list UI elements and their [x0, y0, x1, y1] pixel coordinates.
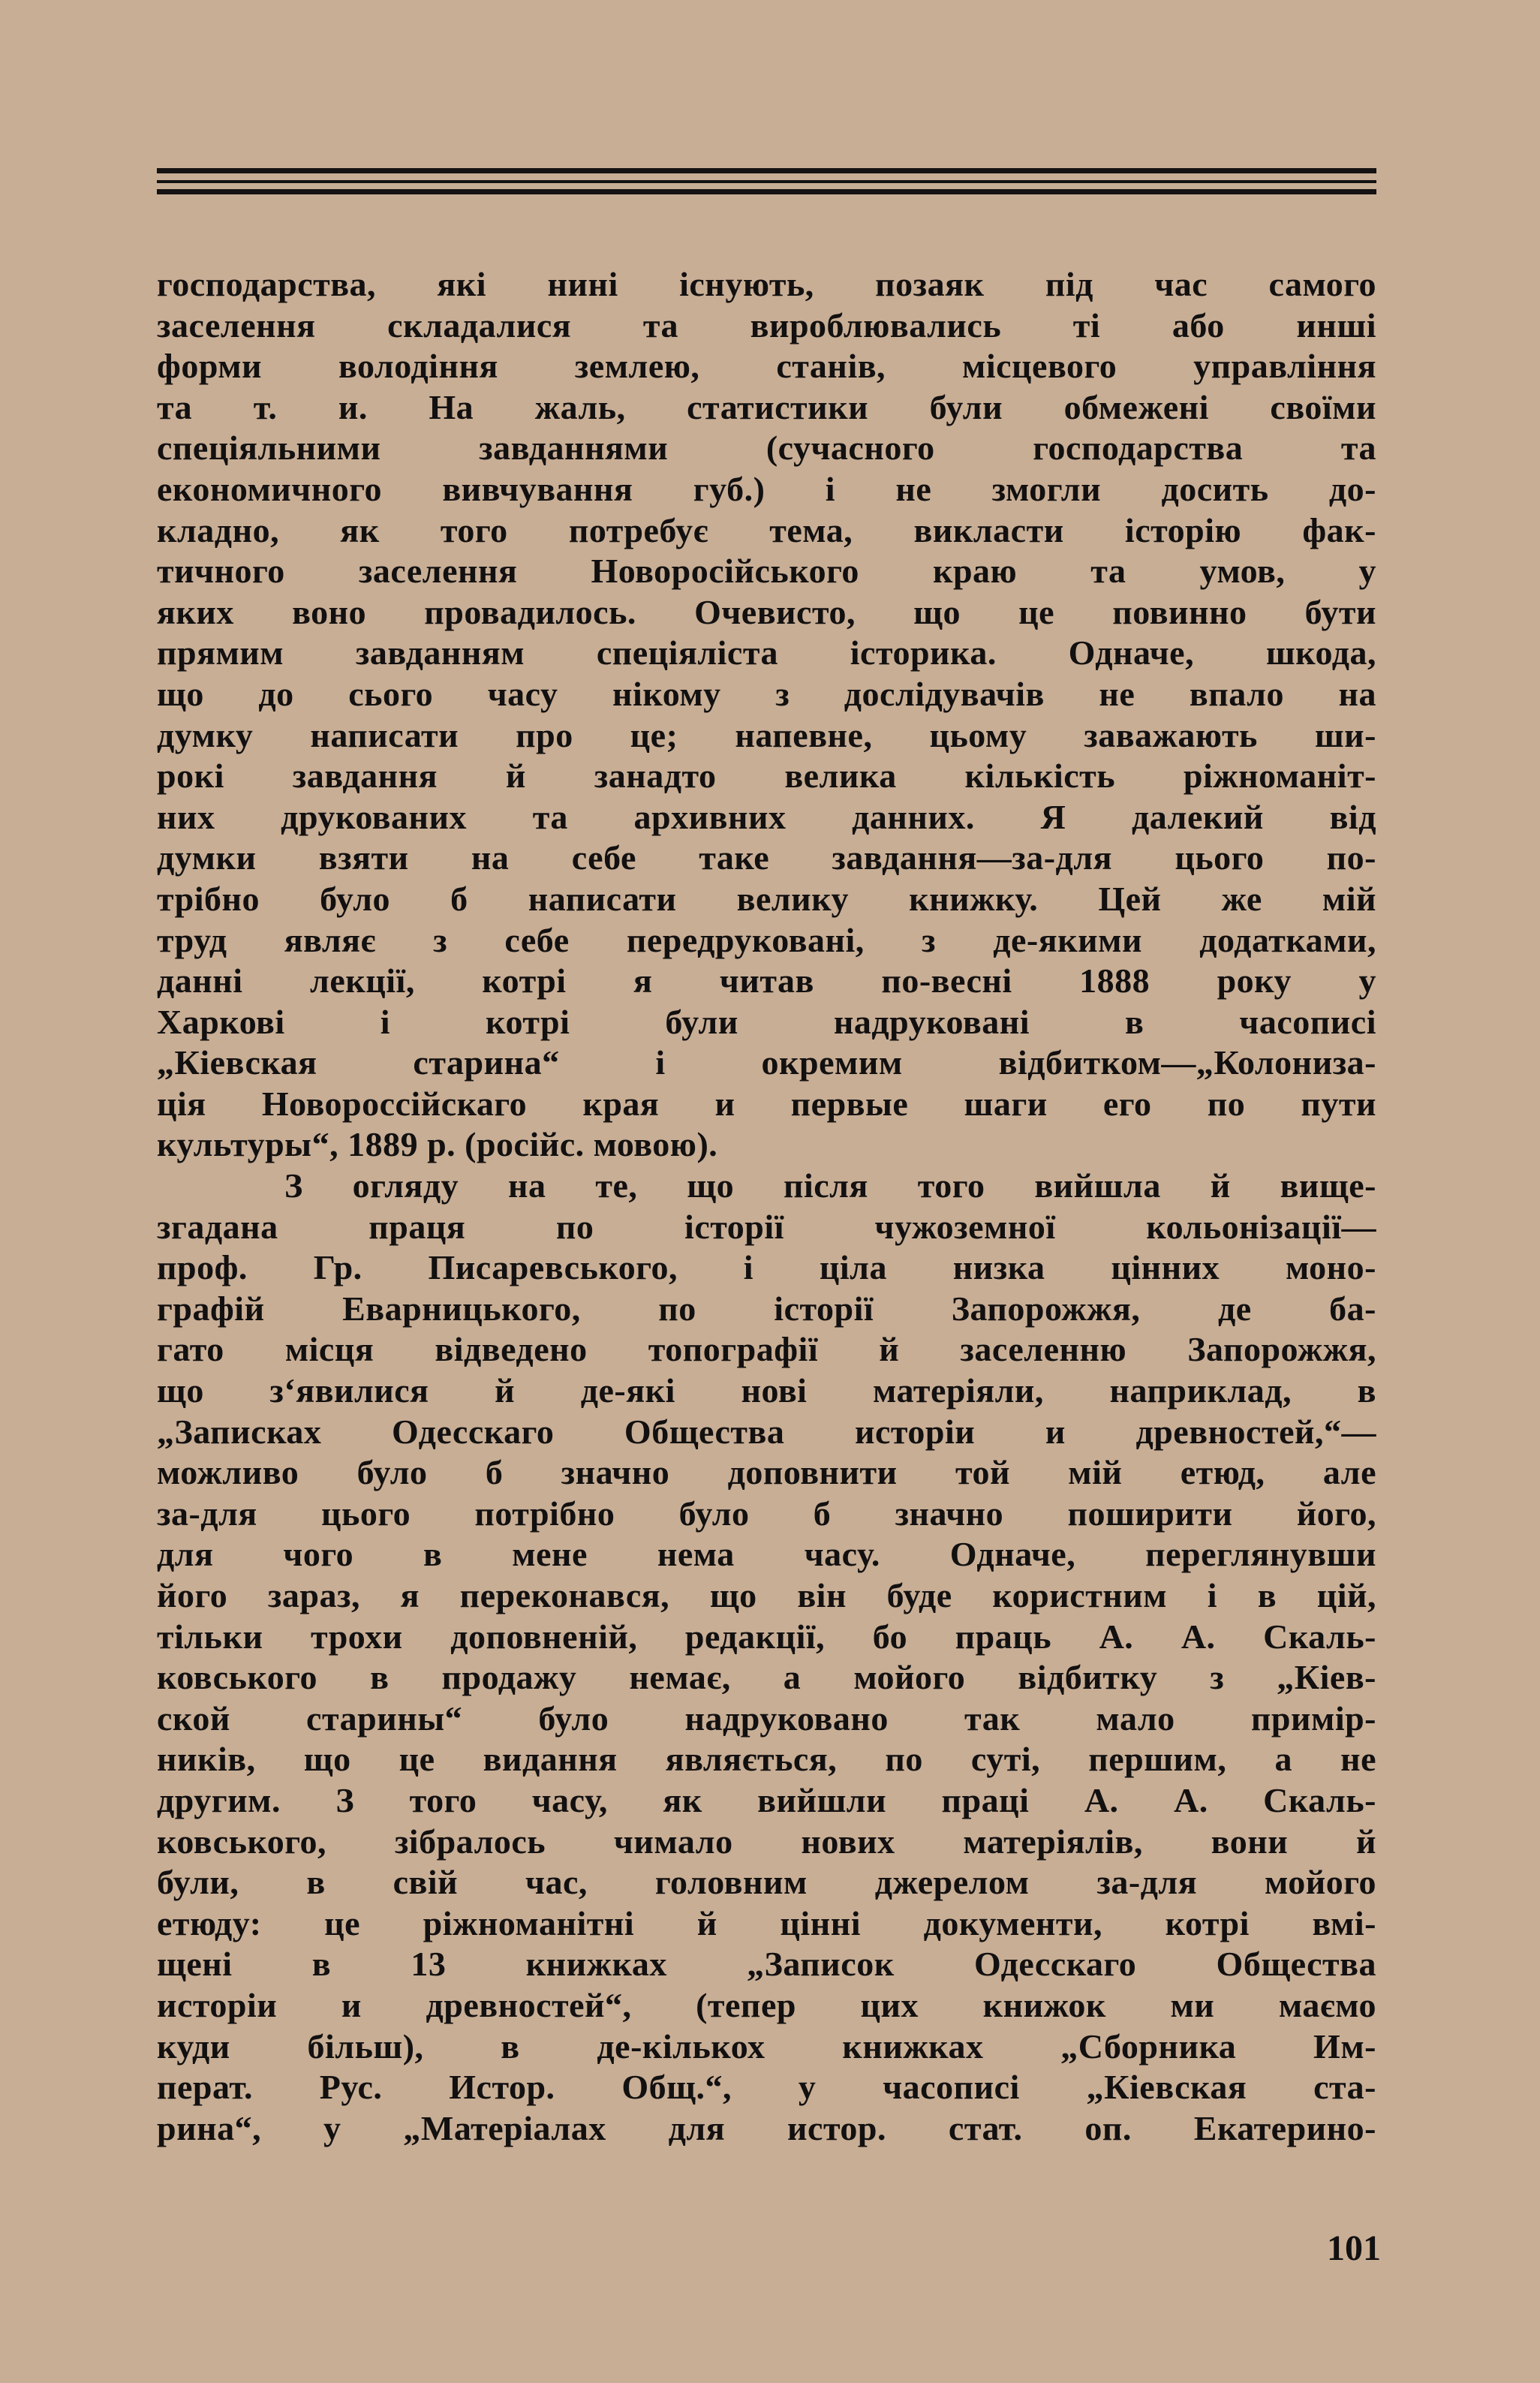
text-line: яких воно провадилось. Очевисто, що це повинно бути: [157, 592, 1376, 631]
text-line: форми володіння землею, станів, місцевого управління: [157, 347, 1376, 386]
text-line: культуры“, 1889 р. (російс. мовою).: [157, 1125, 718, 1164]
text-line: „Записках Одесскаго Общества исторіи и древностей,“—: [157, 1412, 1376, 1451]
text-line: ской старины“ було надруковано так мало примір-: [157, 1698, 1376, 1738]
text-line: були, в свій час, головним джерелом за-для мойого: [157, 1863, 1376, 1902]
text-line: ція Новороссійскаго края и первые шаги его по пути: [157, 1084, 1376, 1123]
text-line: що до сього часу нікому з дослідувачів не впало на: [157, 674, 1376, 713]
text-line: думку написати про це; напевне, цьому заважають ши-: [157, 715, 1376, 754]
paragraph-2: [157, 1166, 1376, 2149]
text-line: господарства, які нині існують, позаяк під час самого: [157, 265, 1376, 303]
paragraph-1: [157, 264, 1376, 1166]
text-line: ковського, зібралось чимало нових матеріялів, вони й: [157, 1822, 1376, 1861]
text-line: щені в 13 книжках „Записок Одесскаго Общества: [157, 1945, 1376, 1984]
text-line: згадана праця по історії чужоземної кольонізації—: [157, 1207, 1376, 1246]
text-line: та т. и. На жаль, статистики були обмежені своїми: [157, 387, 1376, 426]
text-line: кладно, як того потребує тема, викласти історію фак-: [157, 510, 1376, 549]
text-line: перат. Рус. Истор. Общ.“, у часописі „Кіевская ста-: [157, 2068, 1376, 2107]
text-line: для чого в мене нема часу. Одначе, переглянувши: [157, 1535, 1376, 1574]
text-line: прямим завданням спеціяліста історика. Одначе, шкода,: [157, 633, 1376, 672]
text-line: З огляду на те, що після того вийшла й вище-: [284, 1166, 1376, 1205]
text-line: данні лекції, котрі я читав по-весні 1888 року у: [157, 961, 1376, 1000]
header-rule-top: [157, 168, 1376, 173]
text-line: ковського в продажу немає, а мойого відбитку з „Кіев-: [157, 1658, 1376, 1697]
text-line: заселення складалися та вироблювались ті або инші: [157, 305, 1376, 345]
text-line: проф. Гр. Писаревського, і ціла низка цінних моно-: [157, 1248, 1376, 1287]
text-line: спеціяльними завданнями (сучасного господарства та: [157, 429, 1376, 468]
text-line: трібно було б написати велику книжку. Цей же мій: [157, 879, 1376, 918]
header-rule-bottom: [157, 189, 1376, 194]
text-line: труд являє з себе передруковані, з де-якими додатками,: [157, 920, 1376, 959]
page-number: 101: [1327, 2228, 1381, 2268]
page-body: [157, 264, 1376, 2149]
text-line: другим. З того часу, як вийшли праці А. А. Скаль-: [157, 1780, 1376, 1819]
text-line: тичного заселення Новоросійського краю та умов, у: [157, 552, 1376, 591]
text-line: що з‘явилися й де-які нові матеріяли, наприклад, в: [157, 1371, 1376, 1410]
text-line: „Кіевская старина“ і окремим відбитком—„Колониза-: [157, 1043, 1376, 1082]
text-line: думки взяти на себе таке завдання—за-для цього по-: [157, 838, 1376, 877]
text-line: за-для цього потрібно було б значно поширити його,: [157, 1494, 1376, 1533]
header-rule-middle: [157, 180, 1376, 183]
text-line: його зараз, я переконався, що він буде користним і в цій,: [157, 1576, 1376, 1614]
text-line: рина“, у „Матеріалах для истор. стат. оп. Екатерино-: [157, 2108, 1376, 2147]
text-line: етюду: це ріжноманітні й цінні документи, котрі вмі-: [157, 1903, 1376, 1942]
text-line: них друкованих та архивних данних. Я далекий від: [157, 797, 1376, 836]
text-line: ників, що це видання являється, по суті, першим, а не: [157, 1740, 1376, 1779]
text-line: можливо було б значно доповнити той мій етюд, але: [157, 1453, 1376, 1492]
text-line: исторіи и древностей“, (тепер цих книжок ми маємо: [157, 1985, 1376, 2024]
text-line: куди більш), в де-кількох книжках „Сборника Им-: [157, 2026, 1376, 2066]
text-line: графій Еварницького, по історії Запорожжя, де ба-: [157, 1289, 1376, 1328]
text-line: гато місця відведено топографії й заселенню Запорожжя,: [157, 1330, 1376, 1369]
text-line: рокі завдання й занадто велика кількість ріжноманіт-: [157, 757, 1376, 796]
text-line: тільки трохи доповненій, редакції, бо праць А. А. Скаль-: [157, 1617, 1376, 1656]
text-line: економичного вивчування губ.) і не змогли досить до-: [157, 469, 1376, 508]
text-line: Харкові і котрі були надруковані в часописі: [157, 1002, 1376, 1041]
